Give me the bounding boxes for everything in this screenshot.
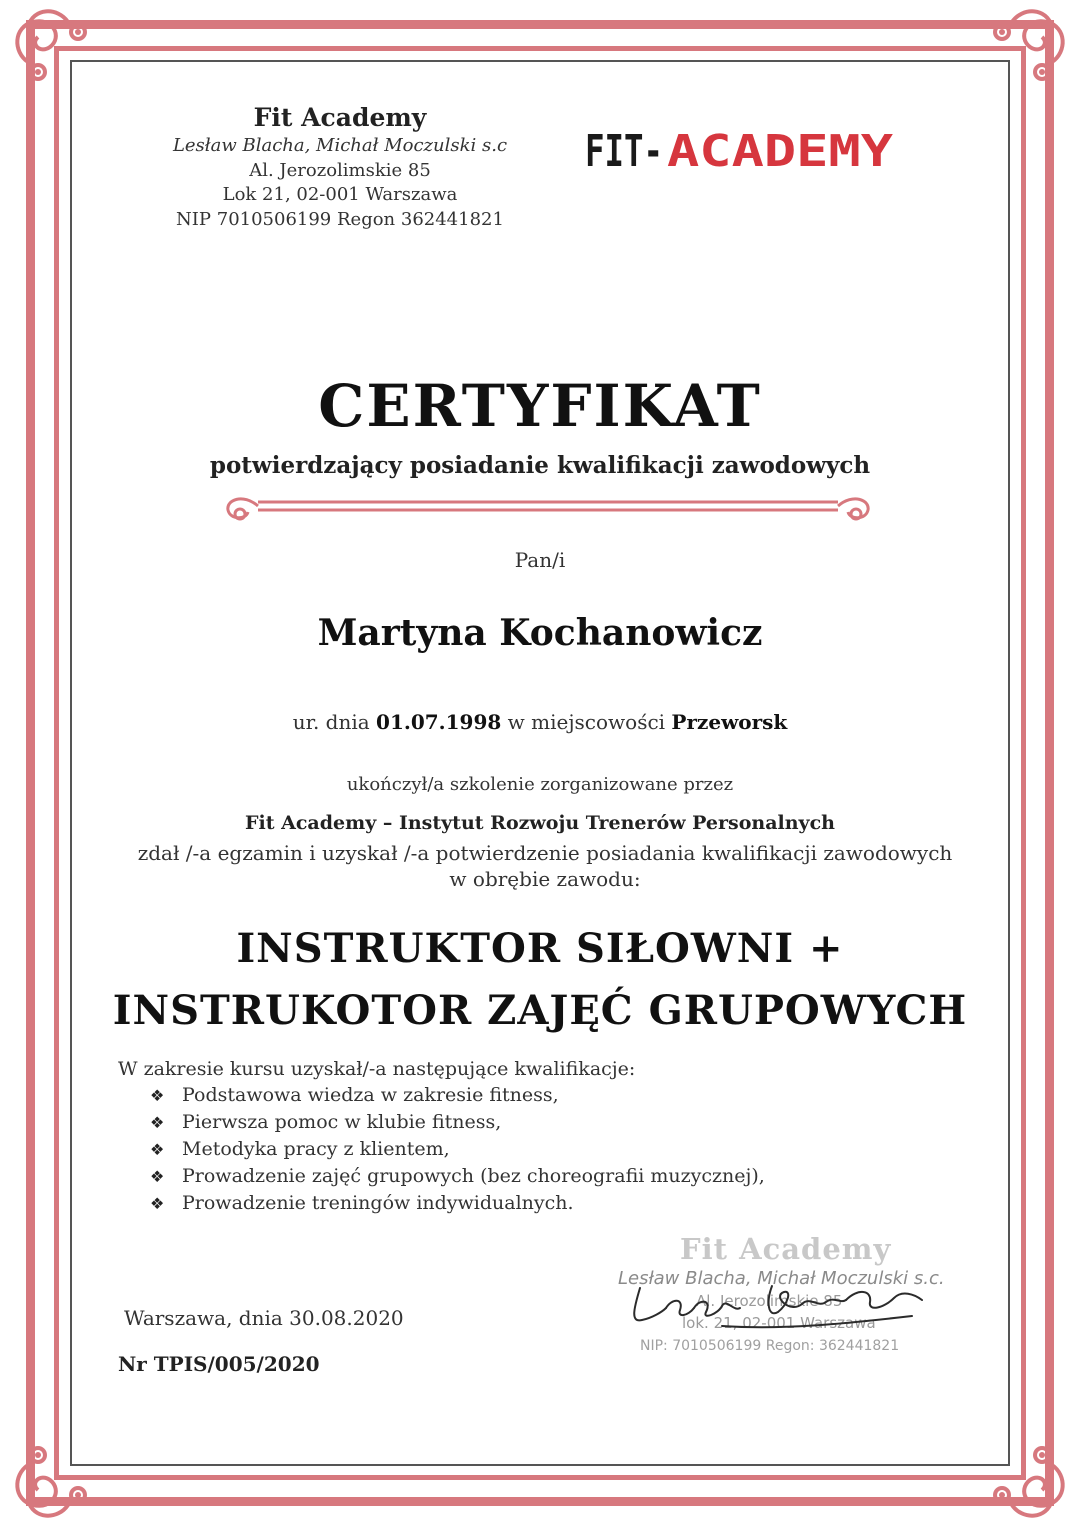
birth-date: 01.07.1998: [376, 710, 502, 734]
issuer-owners: Lesław Blacha, Michał Moczulski s.c: [172, 135, 508, 156]
place-date: Warszawa, dnia 30.08.2020: [124, 1306, 404, 1330]
salutation: Pan/i: [514, 548, 566, 572]
title-divider-ornament: [218, 488, 878, 528]
qualifications-section: [118, 1058, 938, 1217]
corner-ornament-top-right: [982, 2, 1072, 92]
certificate-number: Nr TPIS/005/2020: [118, 1352, 320, 1376]
organizer: Fit Academy – Instytut Rozwoju Trenerów Personalnych: [245, 812, 835, 834]
issuer-name: Fit Academy: [253, 103, 427, 132]
certificate-title: CERTYFIKAT: [318, 372, 762, 440]
qualifications-list: [150, 1082, 938, 1217]
exam-line-2: w obrębie zawodu:: [449, 867, 641, 891]
bullet-icon: ❖: [150, 1086, 165, 1105]
bullet-icon: ❖: [150, 1194, 165, 1213]
profession: [0, 918, 1080, 1042]
profession-line-2: INSTRUKOTOR ZAJĘĆ GRUPOWYCH: [112, 987, 968, 1034]
corner-ornament-top-left: [8, 2, 98, 92]
corner-ornament-bottom-left: [8, 1435, 98, 1525]
birth-place: Przeworsk: [671, 710, 788, 734]
list-item: ❖ Pierwsza pomoc w klubie fitness,: [150, 1109, 938, 1136]
list-item: ❖ Prowadzenie zajęć grupowych (bez choreografii muzycznej),: [150, 1163, 938, 1190]
certificate-subtitle: potwierdzający posiadanie kwalifikacji zawodowych: [209, 452, 871, 479]
stamp-name: Fit Academy: [680, 1232, 892, 1266]
birth-prefix: ur. dnia: [292, 710, 370, 734]
bullet-icon: ❖: [150, 1113, 165, 1132]
stamp-ids: NIP: 7010506199 Regon: 362441821: [640, 1338, 900, 1354]
stamp-street: Al. Jerozolimskie 85: [696, 1292, 843, 1310]
exam-text: [120, 840, 970, 892]
bullet-icon: ❖: [150, 1140, 165, 1159]
issuer-city: Lok 21, 02-001 Warszawa: [222, 184, 458, 205]
list-item: ❖ Podstawowa wiedza w zakresie fitness,: [150, 1082, 938, 1109]
issuer-ids: NIP 7010506199 Regon 362441821: [176, 208, 504, 230]
logo-text-academy: ACADEMY: [667, 126, 894, 174]
recipient-name: Martyna Kochanowicz: [317, 612, 763, 654]
exam-line-1: zdał /-a egzamin i uzyskał /-a potwierdzenie posiadania kwalifikacji zawodowych: [137, 841, 953, 865]
corner-ornament-bottom-right: [982, 1435, 1072, 1525]
issuer-block: [150, 102, 530, 232]
list-item: ❖ Metodyka pracy z klientem,: [150, 1136, 938, 1163]
stamp-owners: Lesław Blacha, Michał Moczulski s.c.: [618, 1268, 945, 1289]
handwritten-signature: [622, 1268, 942, 1338]
birth-info: [0, 710, 1080, 734]
qualifications-intro: W zakresie kursu uzyskał/-a następujące kwalifikacje:: [118, 1058, 636, 1080]
completed-text: ukończył/a szkolenie zorganizowane przez: [346, 774, 734, 795]
issuer-street: Al. Jerozolimskie 85: [249, 159, 431, 181]
birth-mid: w miejscowości: [507, 710, 666, 734]
logo-text-fit: FIT-: [585, 126, 663, 174]
fit-academy-logo: [585, 124, 905, 174]
profession-line-1: INSTRUKTOR SIŁOWNI +: [236, 925, 844, 972]
list-item: ❖ Prowadzenie treningów indywidualnych.: [150, 1190, 938, 1217]
bullet-icon: ❖: [150, 1167, 165, 1186]
stamp-city: lok. 21, 02-001 Warszawa: [682, 1314, 876, 1332]
